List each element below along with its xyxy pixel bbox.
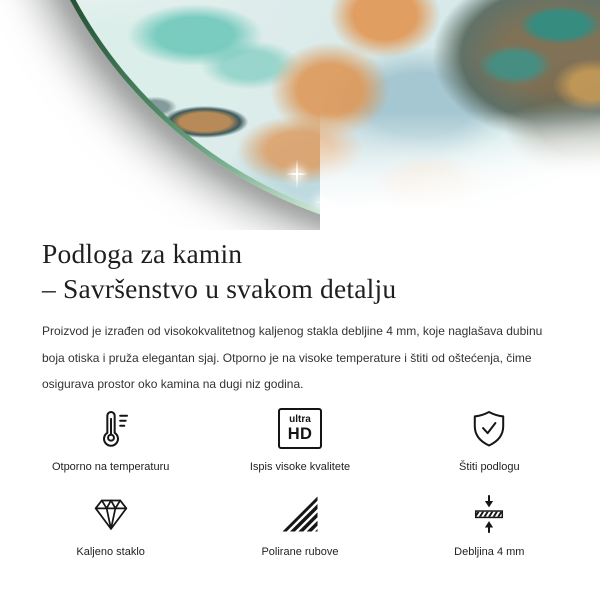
hero-image	[0, 0, 600, 230]
thermometer-icon	[89, 406, 133, 452]
description-line: osigurava prostor oko kamina na dugi niz godina.	[42, 377, 304, 391]
feature-grid	[0, 406, 600, 558]
page-title-line1: Podloga za kamin	[42, 238, 243, 269]
feature-item-print-quality	[205, 406, 394, 473]
feature-item-tempered-glass	[16, 491, 205, 558]
feature-label: Štiti podlogu	[459, 460, 520, 473]
feature-label: Otporno na temperaturu	[51, 460, 170, 473]
feature-item-protection	[395, 406, 584, 473]
ultra-hd-icon	[278, 406, 322, 452]
feature-label: Debljina 4 mm	[454, 545, 525, 558]
ultra-hd-badge-top: ultra	[289, 413, 311, 425]
description-line: boja otiska i pruža elegantan sjaj. Otporno je na visoke temperature i štiti od oštećenja, čime	[42, 350, 532, 365]
ultra-hd-badge-bottom: HD	[287, 424, 313, 443]
description-text	[42, 318, 600, 398]
feature-label: Ispis visoke kvalitete	[249, 460, 351, 473]
glass-disc	[16, 0, 600, 230]
shield-check-icon	[467, 406, 511, 452]
page-title	[42, 236, 600, 306]
diamond-icon	[90, 491, 132, 537]
feature-label: Kaljeno staklo	[76, 545, 145, 558]
feature-item-thickness	[395, 491, 584, 558]
page-title-line2: – Savršenstvo u svakom detalju	[42, 273, 397, 304]
glass-disc-artwork	[21, 0, 600, 230]
thickness-icon	[467, 491, 511, 537]
feature-item-temperature	[16, 406, 205, 473]
ultra-hd-badge	[278, 408, 322, 449]
feature-item-polished-edges	[205, 491, 394, 558]
description-line: Proizvod je izrađen od visokokvalitetnog kaljenog stakla debljine 4 mm, koje naglašava dubinu	[42, 324, 543, 338]
feature-label: Polirane rubove	[261, 545, 339, 558]
polished-edges-icon	[280, 491, 320, 537]
